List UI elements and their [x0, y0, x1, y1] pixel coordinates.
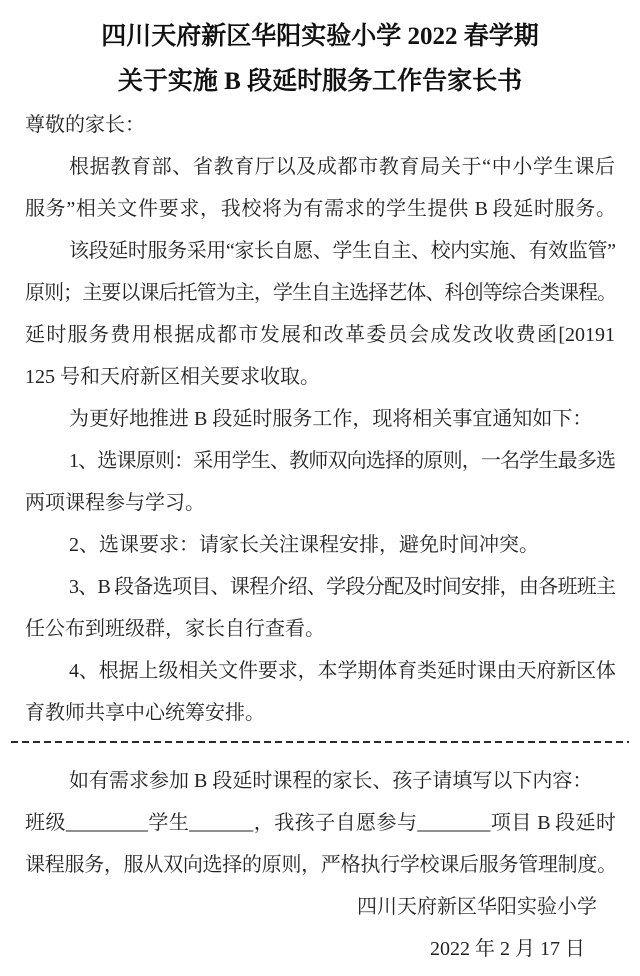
body-line: 服务”相关文件要求，我校将为有需求的学生提供 B 段延时服务。 [25, 198, 615, 220]
body-line: 4、根据上级相关文件要求，本学期体育类延时课由天府新区体 [69, 660, 615, 682]
body-line: 根据教育部、省教育厅以及成都市教育局关于“中小学生课后 [69, 156, 615, 178]
doc-title-line-1: 四川天府新区华阳实验小学 2022 春学期 [101, 23, 539, 50]
dashed-divider [11, 734, 629, 760]
body-line: 2、选课要求：请家长关注课程安排，避免时间冲突。 [69, 534, 539, 556]
body-line: 该段延时服务采用“家长自愿、学生自主、校内实施、有效监管” [69, 240, 615, 262]
body-line: 任公布到班级群，家长自行查看。 [25, 618, 325, 640]
form-line: 如有需求参加 B 段延时课程的家长、孩子请填写以下内容： [69, 770, 593, 792]
body-line: 原则；主要以课后托管为主，学生自主选择艺体、科创等综合类课程。 [25, 282, 615, 304]
form-line-fill-in-blanks: 班级_________学生_______，我孩子自愿参与________项目 B 段延时 [25, 812, 615, 834]
body-line: 1、选课原则：采用学生、教师双向选择的原则，一名学生最多选 [69, 450, 615, 472]
body-line: 125 号和天府新区相关要求收取。 [25, 366, 320, 388]
body-line: 育教师共享中心统筹安排。 [25, 702, 265, 724]
body-line: 为更好地推进 B 段延时服务工作，现将相关事宜通知如下： [69, 408, 593, 430]
signature-school: 四川天府新区华阳实验小学 [357, 896, 597, 918]
form-line: 课程服务，服从双向选择的原则，严格执行学校课后服务管理制度。 [25, 854, 615, 876]
dashed-line [11, 741, 629, 743]
signature-date: 2022 年 2 月 17 日 [430, 938, 585, 960]
body-line: 两项课程参与学习。 [25, 492, 205, 514]
body-line: 延时服务费用根据成都市发展和改革委员会成发改收费函[20191 [25, 324, 615, 346]
doc-title-line-2: 关于实施 B 段延时服务工作告家长书 [117, 68, 523, 95]
salutation: 尊敬的家长： [25, 114, 145, 136]
body-line: 3、B 段备选项目、课程介绍、学段分配及时间安排，由各班班主 [69, 576, 615, 598]
